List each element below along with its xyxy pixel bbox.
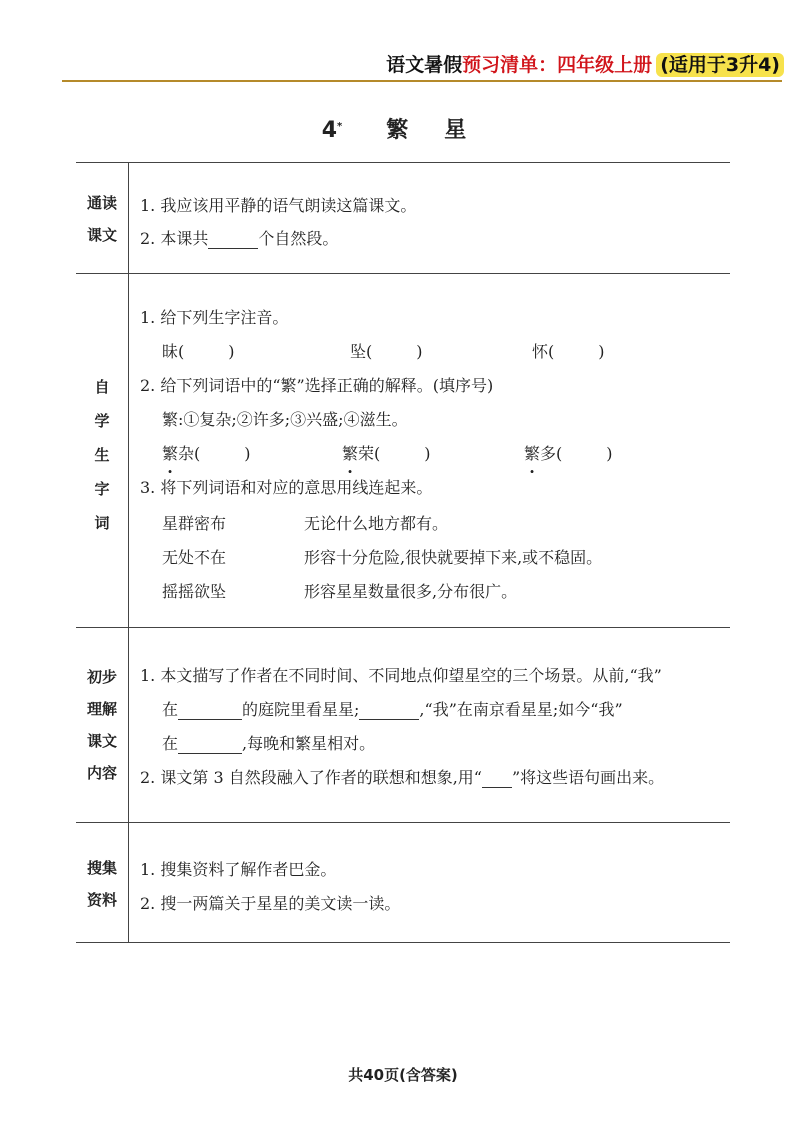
lesson-number: 4 xyxy=(321,118,338,143)
understanding-line-4 xyxy=(140,765,664,788)
reading-item-2-text-b: 个自然段。 xyxy=(258,229,339,248)
close-paren: ) xyxy=(598,342,605,361)
header-title-part1: 语文暑假 xyxy=(386,54,463,76)
text: 在 xyxy=(162,734,179,753)
column-divider xyxy=(128,162,129,273)
text: 在 xyxy=(162,700,179,719)
section-understanding-label xyxy=(76,661,128,789)
label-line: 理解 xyxy=(86,700,117,718)
vocab-q2-definitions: 繁:①复杂;②许多;③兴盛;④滋生。 xyxy=(162,410,408,429)
match-left-2[interactable]: 无处不在 xyxy=(162,548,227,567)
word-rest: 多( xyxy=(540,444,563,463)
label-char: 学 xyxy=(94,412,110,430)
label-line: 初步 xyxy=(86,668,117,686)
label-line: 资料 xyxy=(86,891,117,909)
label-char: 词 xyxy=(94,514,110,532)
text: 的庭院里看星星; xyxy=(242,700,360,719)
close-paren: ) xyxy=(424,444,431,463)
vocab-q3: 3. 将下列词语和对应的意思用线连起来。 xyxy=(140,478,433,497)
label-line: 课文 xyxy=(86,226,117,244)
answer-blank[interactable] xyxy=(178,735,242,754)
lesson-title-char2: 星 xyxy=(444,118,467,143)
close-paren: ) xyxy=(228,342,235,361)
pinyin-item-1 xyxy=(162,339,235,362)
dotted-char: 繁 xyxy=(342,444,359,463)
answer-blank[interactable] xyxy=(482,769,512,788)
dotted-char: 繁 xyxy=(524,444,541,463)
section-collect xyxy=(76,822,730,943)
pinyin-item-2 xyxy=(350,339,423,362)
lesson-title xyxy=(0,113,806,144)
collect-item-1: 1. 搜集资料了解作者巴金。 xyxy=(140,860,337,879)
match-left-3[interactable]: 摇摇欲坠 xyxy=(162,582,227,601)
text: ”将这些语句画出来。 xyxy=(511,768,665,787)
text: 2. 课文第 3 自然段融入了作者的联想和想象,用“ xyxy=(140,768,482,787)
understanding-line-2 xyxy=(162,697,623,720)
reading-item-1: 1. 我应该用平静的语气朗读这篇课文。 xyxy=(140,196,417,215)
header-title xyxy=(386,50,784,77)
pinyin-char: 怀( xyxy=(532,342,555,361)
lesson-title-char1: 繁 xyxy=(386,118,409,143)
word-rest: 杂( xyxy=(178,444,201,463)
page-footer: 共40页(含答案) xyxy=(348,1066,458,1084)
match-right-3[interactable]: 形容星星数量很多,分布很广。 xyxy=(304,582,518,601)
answer-blank[interactable] xyxy=(359,701,419,720)
text: ,“我”在南京看星星;如今“我” xyxy=(419,700,623,719)
fan-word-1 xyxy=(162,441,251,464)
match-right-1[interactable]: 无论什么地方都有。 xyxy=(304,514,449,533)
column-divider xyxy=(128,822,129,942)
label-line: 通读 xyxy=(86,194,117,212)
label-char: 生 xyxy=(94,446,110,464)
header-title-part2: 预习清单：四年级上册 xyxy=(462,54,653,76)
reading-item-2 xyxy=(140,226,338,249)
fan-word-3 xyxy=(524,441,613,464)
header-divider xyxy=(62,80,782,82)
close-paren: ) xyxy=(606,444,613,463)
page-header xyxy=(0,0,806,90)
answer-blank[interactable] xyxy=(178,701,242,720)
answer-blank[interactable] xyxy=(208,230,258,249)
section-understanding xyxy=(76,627,730,823)
label-line: 内容 xyxy=(86,764,117,782)
match-right-2[interactable]: 形容十分危险,很快就要掉下来,或不稳固。 xyxy=(304,548,603,567)
reading-item-2-text-a: 2. 本课共 xyxy=(140,229,209,248)
section-reading xyxy=(76,162,730,274)
collect-item-2: 2. 搜一两篇关于星星的美文读一读。 xyxy=(140,894,401,913)
section-vocab xyxy=(76,273,730,628)
label-char: 自 xyxy=(94,378,110,396)
pinyin-char: 昧( xyxy=(162,342,185,361)
close-paren: ) xyxy=(244,444,251,463)
match-left-1[interactable]: 星群密布 xyxy=(162,514,227,533)
header-title-badge: (适用于3升4) xyxy=(656,53,784,77)
pinyin-item-3 xyxy=(532,339,605,362)
text: ,每晚和繁星相对。 xyxy=(242,734,376,753)
column-divider xyxy=(128,627,129,822)
label-line: 课文 xyxy=(86,732,117,750)
understanding-line-3 xyxy=(162,731,375,754)
word-rest: 荣( xyxy=(358,444,381,463)
label-line: 搜集 xyxy=(86,859,117,877)
section-vocab-label xyxy=(76,370,128,540)
vocab-q2: 2. 给下列词语中的“繁”选择正确的解释。(填序号) xyxy=(140,376,494,395)
lesson-mark: * xyxy=(337,120,343,132)
section-collect-label xyxy=(76,852,128,916)
close-paren: ) xyxy=(416,342,423,361)
section-reading-label xyxy=(76,187,128,251)
dotted-char: 繁 xyxy=(162,444,179,463)
vocab-q1: 1. 给下列生字注音。 xyxy=(140,308,289,327)
understanding-line-1: 1. 本文描写了作者在不同时间、不同地点仰望星空的三个场景。从前,“我” xyxy=(140,666,662,685)
pinyin-char: 坠( xyxy=(350,342,373,361)
label-char: 字 xyxy=(94,480,110,498)
column-divider xyxy=(128,273,129,627)
fan-word-2 xyxy=(342,441,431,464)
